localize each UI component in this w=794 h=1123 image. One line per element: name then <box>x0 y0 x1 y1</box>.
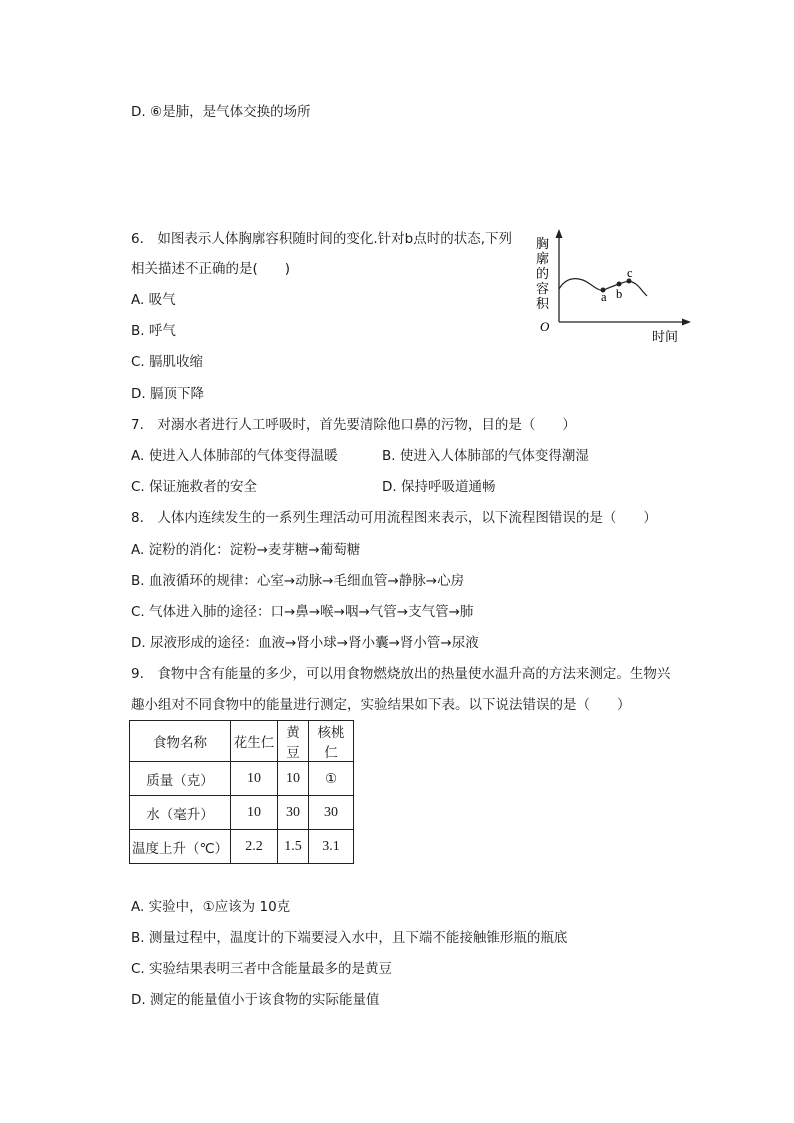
table-header-row <box>130 721 354 762</box>
y-label-char-3: 的 <box>536 266 550 281</box>
table-cell: 10 <box>231 796 278 830</box>
table-cell: 质量（克） <box>130 762 231 796</box>
y-label-char-2: 廓 <box>536 251 550 266</box>
y-label-char-1: 胸 <box>536 236 550 251</box>
table-cell: ① <box>309 762 354 796</box>
point-b <box>617 282 622 287</box>
q6-option-b: B. 呼气 <box>131 323 176 339</box>
food-energy-table <box>129 720 354 864</box>
y-label-char-5: 积 <box>536 296 550 311</box>
table-cell: 10 <box>231 762 278 796</box>
table-row <box>130 762 354 796</box>
q7-option-d: D. 保持呼吸道通畅 <box>382 479 496 495</box>
q5-option-d: D. ⑥是肺，是气体交换的场所 <box>131 104 311 120</box>
table-cell: 10 <box>278 762 309 796</box>
q6-stem-line1: 6. 如图表示人体胸廓容积随时间的变化.针对b点时的状态,下列 <box>131 231 513 247</box>
table-header-cell: 花生仁 <box>231 721 278 762</box>
table-cell: 1.5 <box>278 830 309 864</box>
q7-option-c: C. 保证施救者的安全 <box>131 479 258 495</box>
point-a-label: a <box>601 290 607 304</box>
table-cell: 温度上升（℃） <box>130 830 231 864</box>
table-header-cell: 核桃仁 <box>309 721 354 762</box>
table-row <box>130 830 354 864</box>
q8-option-d: D. 尿液形成的途径：血液→肾小球→肾小囊→肾小管→尿液 <box>131 635 479 651</box>
table-cell: 30 <box>309 796 354 830</box>
x-axis-arrow <box>682 319 691 326</box>
q8-option-b: B. 血液循环的规律：心室→动脉→毛细血管→静脉→心房 <box>131 573 465 589</box>
q6-option-c: C. 膈肌收缩 <box>131 354 204 370</box>
q6-option-a: A. 吸气 <box>131 292 176 308</box>
q9-option-d: D. 测定的能量值小于该食物的实际能量值 <box>131 992 380 1008</box>
q7-option-a: A. 使进入人体肺部的气体变得温暖 <box>131 448 338 464</box>
table-header-cell: 食物名称 <box>130 721 231 762</box>
q6-stem-line2: 相关描述不正确的是( ) <box>131 261 291 277</box>
table-cell: 3.1 <box>309 830 354 864</box>
q8-option-a: A. 淀粉的消化：淀粉→麦芽糖→葡萄糖 <box>131 542 361 558</box>
q8-option-c: C. 气体进入肺的途径：口→鼻→喉→咽→气管→支气管→肺 <box>131 604 474 620</box>
origin-label: O <box>540 319 550 334</box>
point-c-label: c <box>627 266 633 280</box>
q6-option-d: D. 膈顶下降 <box>131 386 204 402</box>
q9-option-a: A. 实验中，①应该为 10克 <box>131 899 291 915</box>
q7-stem: 7. 对溺水者进行人工呼吸时，首先要清除他口鼻的污物，目的是（ ） <box>131 417 576 433</box>
q8-stem: 8. 人体内连续发生的一系列生理活动可用流程图来表示，以下流程图错误的是（ ） <box>131 510 657 526</box>
table-cell: 30 <box>278 796 309 830</box>
point-b-label: b <box>616 287 623 301</box>
q9-option-c: C. 实验结果表明三者中含能量最多的是黄豆 <box>131 961 393 977</box>
table-cell: 2.2 <box>231 830 278 864</box>
table-cell: 水（毫升） <box>130 796 231 830</box>
chest-volume-figure <box>530 226 700 351</box>
table-header-cell: 黄豆 <box>278 721 309 762</box>
q9-stem-line2: 趣小组对不同食物中的能量进行测定，实验结果如下表。以下说法错误的是（ ） <box>131 697 631 713</box>
q7-option-b: B. 使进入人体肺部的气体变得潮湿 <box>382 448 589 464</box>
table-row <box>130 796 354 830</box>
y-label-char-4: 容 <box>536 281 550 296</box>
x-label: 时间 <box>652 329 679 344</box>
q9-stem-line1: 9. 食物中含有能量的多少，可以用食物燃烧放出的热量使水温升高的方法来测定。生物兴 <box>131 666 671 682</box>
q9-option-b: B. 测量过程中，温度计的下端要浸入水中，且下端不能接触锥形瓶的瓶底 <box>131 930 568 946</box>
y-axis-arrow <box>556 229 563 238</box>
